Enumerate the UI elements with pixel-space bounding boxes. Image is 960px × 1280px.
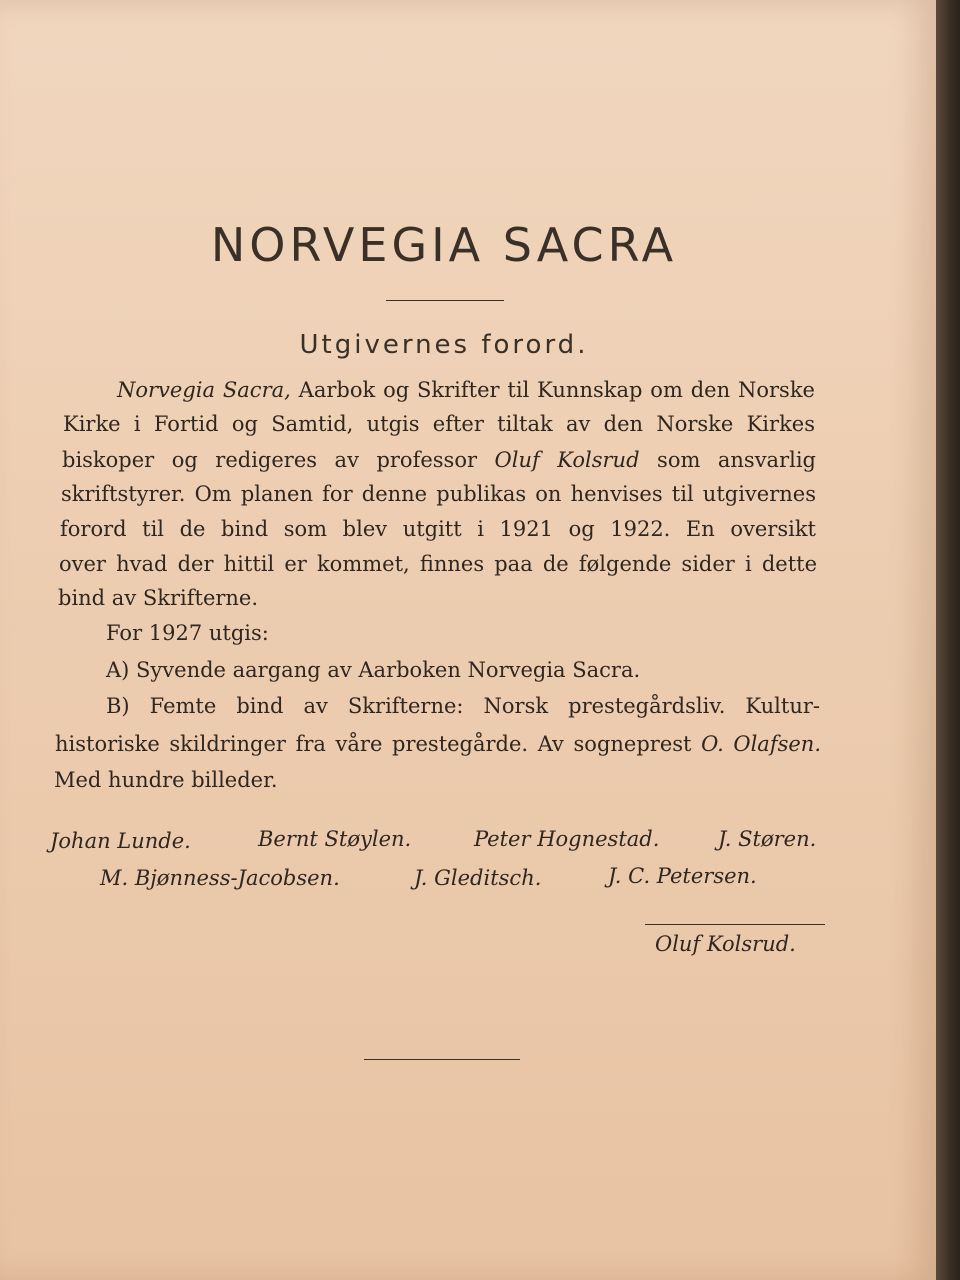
plan-intro: For 1927 utgis: [106, 621, 269, 645]
signature-j-gleditsch: J. Gleditsch. [414, 866, 542, 890]
preface-line-7: bind av Skrifterne. [58, 586, 259, 610]
author-name: O. Olafsen. [701, 732, 822, 756]
plan-item-b-line-2: historiske skildringer fra våre prestegårde. Av sogneprest O. Olafsen. [55, 732, 822, 756]
page-title: NORVEGIA SACRA [210, 218, 678, 272]
preface-line-5: forord til de bind som blev utgitt i 1921 og 1922. En oversikt [60, 517, 816, 541]
signature-peter-hognestad: Peter Hognestad. [474, 827, 660, 851]
book-edge [936, 0, 960, 1280]
signature-j-storen: J. Støren. [718, 827, 817, 851]
bottom-divider [364, 1059, 520, 1060]
title-divider [386, 300, 504, 301]
signature-bernt-stoylen: Bernt Støylen. [258, 827, 412, 851]
publication-name: Norvegia Sacra, [117, 378, 291, 402]
preface-line-3: biskoper og redigeres av professor Oluf Kolsrud som ansvarlig [62, 448, 816, 472]
plan-item-b-line-3: Med hundre billeder. [54, 768, 278, 792]
plan-item-a: A) Syvende aargang av Aarboken Norvegia Sacra. [106, 658, 641, 682]
preface-line-2: Kirke i Fortid og Samtid, utgis efter tiltak av den Norske Kirkes [63, 412, 815, 436]
plan-item-b-line-1: B) Femte bind av Skrifterne: Norsk prestegårdsliv. Kultur- [106, 694, 820, 718]
signature-m-bjonness-jacobsen: M. Bjønness-Jacobsen. [100, 866, 340, 890]
preface-heading: Utgivernes forord. [299, 330, 589, 360]
signature-oluf-kolsrud: Oluf Kolsrud. [655, 932, 796, 956]
signature-johan-lunde: Johan Lunde. [50, 829, 191, 853]
preface-line-1: Norvegia Sacra, Aarbok og Skrifter til Kunnskap om den Norske [117, 378, 815, 402]
editor-name: Oluf Kolsrud [494, 448, 640, 472]
preface-line-6: over hvad der hittil er kommet, finnes paa de følgende sider i dette [59, 552, 817, 576]
signature-j-c-petersen: J. C. Petersen. [608, 864, 757, 888]
preface-line-4: skriftstyrer. Om planen for denne publikas on henvises til utgivernes [61, 482, 816, 506]
editor-signature-rule [645, 924, 825, 925]
